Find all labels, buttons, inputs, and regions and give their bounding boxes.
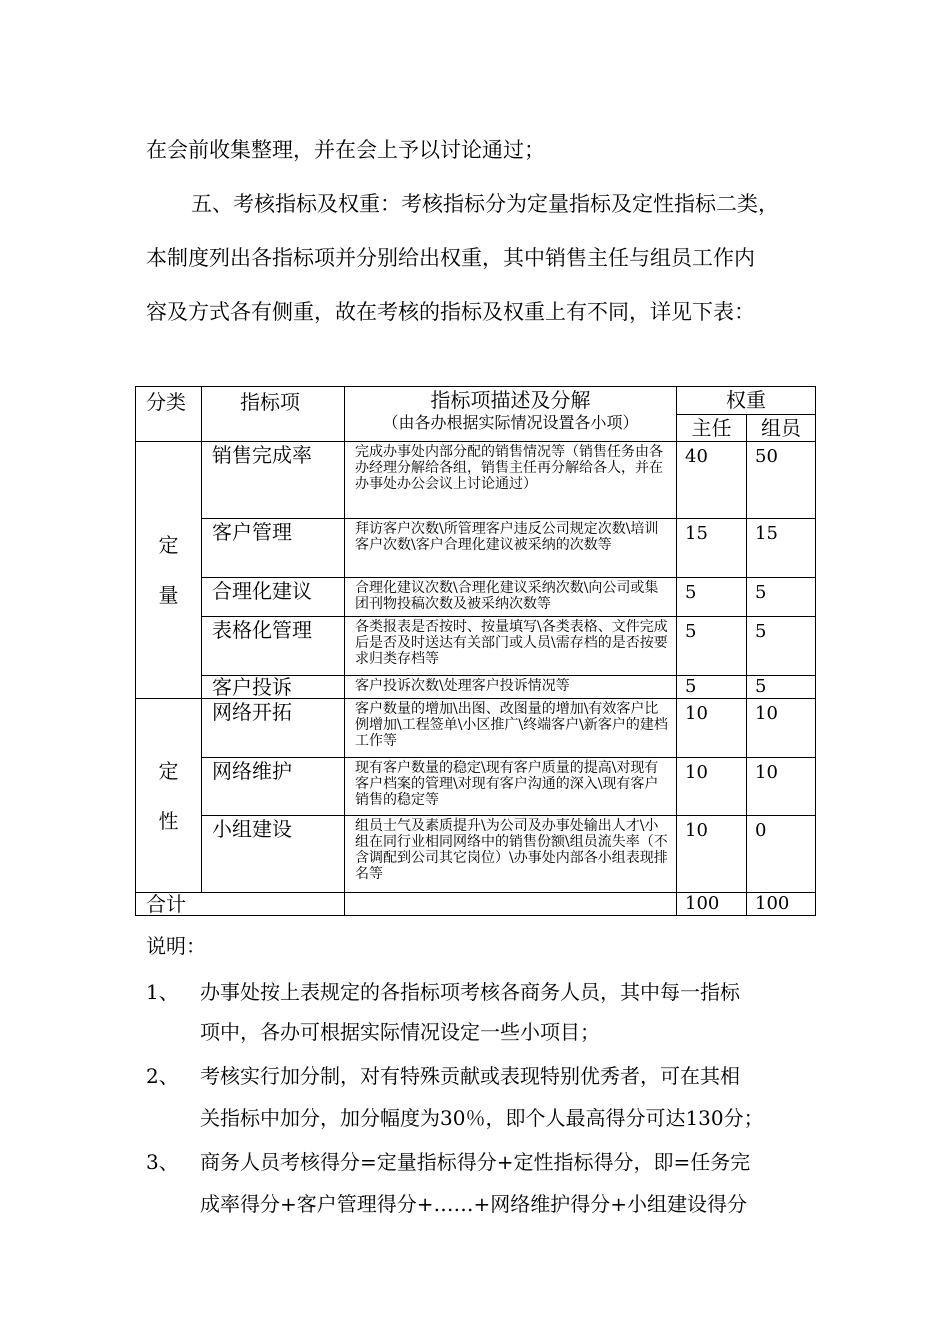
weight-supervisor: 5 bbox=[677, 617, 747, 676]
table-row bbox=[136, 578, 816, 617]
header-desc-title: 指标项描述及分解 bbox=[430, 388, 591, 412]
item-name: 合理化建议 bbox=[202, 578, 345, 617]
item-name: 网络维护 bbox=[202, 758, 345, 816]
weight-supervisor: 10 bbox=[677, 758, 747, 816]
total-description-empty bbox=[345, 893, 677, 916]
note-line: 成率得分+客户管理得分+……+网络维护得分+小组建设得分 bbox=[200, 1192, 748, 1216]
note-line: 办事处按上表规定的各指标项考核各商务人员，其中每一指标 bbox=[200, 980, 740, 1004]
header-category: 分类 bbox=[136, 387, 202, 442]
weight-member: 50 bbox=[747, 442, 816, 519]
category-char: 定 bbox=[158, 758, 179, 783]
weight-member: 0 bbox=[747, 816, 816, 893]
item-description: 现有客户数量的稳定\现有客户质量的提高\对现有客户档案的管理\对现有客户沟通的深入\现有客户销售的稳定等 bbox=[345, 758, 677, 816]
category-char: 量 bbox=[158, 583, 179, 607]
weight-supervisor: 5 bbox=[677, 676, 747, 699]
note-line: 商务人员考核得分=定量指标得分+定性指标得分，即=任务完 bbox=[200, 1150, 751, 1174]
kpi-weight-table bbox=[135, 386, 816, 916]
table-row bbox=[136, 519, 816, 578]
table-row bbox=[136, 442, 816, 519]
item-name: 小组建设 bbox=[202, 816, 345, 893]
notes-label: 说明： bbox=[146, 934, 206, 958]
intro-line-1: 在会前收集整理，并在会上予以讨论通过； bbox=[146, 138, 545, 162]
weight-supervisor: 10 bbox=[677, 699, 747, 758]
category-char: 性 bbox=[158, 808, 179, 833]
intro-line-2: 五、考核指标及权重：考核指标分为定量指标及定性指标二类， bbox=[191, 192, 779, 216]
header-weight: 权重 bbox=[677, 387, 816, 415]
weight-member: 10 bbox=[747, 699, 816, 758]
item-description: 拜访客户次数\所管理客户违反公司规定次数\培训客户次数\客户合理化建议被采纳的次数等 bbox=[345, 519, 677, 578]
total-row bbox=[136, 893, 816, 916]
item-description: 客户数量的增加\出图、改图量的增加\有效客户比例增加\工程签单\小区推广\终端客户\新客户的建档工作等 bbox=[345, 699, 677, 758]
weight-supervisor: 40 bbox=[677, 442, 747, 519]
item-description: 各类报表是否按时、按量填写\各类表格、文件完成后是否及时送达有关部门或人员\需存档的是否按要求归类存档等 bbox=[345, 617, 677, 676]
weight-member: 5 bbox=[747, 676, 816, 699]
category-qualitative bbox=[136, 699, 202, 893]
note-number: 1、 bbox=[146, 980, 179, 1004]
note-line: 项中，各办可根据实际情况设定一些小项目； bbox=[200, 1020, 600, 1044]
weight-supervisor: 10 bbox=[677, 816, 747, 893]
header-desc-sub: （由各办根据实际情况设置各小项） bbox=[382, 413, 639, 432]
note-line: 考核实行加分制，对有特殊贡献或表现特别优秀者，可在其相 bbox=[200, 1064, 740, 1088]
category-quantitative bbox=[136, 442, 202, 699]
total-member: 100 bbox=[747, 893, 816, 916]
item-description: 客户投诉次数\处理客户投诉情况等 bbox=[345, 676, 677, 699]
weight-member: 15 bbox=[747, 519, 816, 578]
item-name: 网络开拓 bbox=[202, 699, 345, 758]
weight-supervisor: 5 bbox=[677, 578, 747, 617]
category-char: 定 bbox=[158, 533, 179, 557]
item-description: 合理化建议次数\合理化建议采纳次数\向公司或集团刊物投稿次数及被采纳次数等 bbox=[345, 578, 677, 617]
note-number: 2、 bbox=[146, 1064, 179, 1088]
weight-member: 5 bbox=[747, 617, 816, 676]
item-name: 客户投诉 bbox=[202, 676, 345, 699]
intro-line-3: 本制度列出各指标项并分别给出权重，其中销售主任与组员工作内 bbox=[146, 246, 755, 270]
header-member: 组员 bbox=[747, 415, 816, 442]
note-number: 3、 bbox=[146, 1150, 179, 1174]
table-row bbox=[136, 699, 816, 758]
weight-member: 5 bbox=[747, 578, 816, 617]
weight-supervisor: 15 bbox=[677, 519, 747, 578]
table-row bbox=[136, 617, 816, 676]
note-line: 关指标中加分，加分幅度为30％，即个人最高得分可达130分； bbox=[200, 1106, 764, 1130]
table-row bbox=[136, 758, 816, 816]
total-label: 合计 bbox=[136, 893, 345, 916]
item-name: 销售完成率 bbox=[202, 442, 345, 519]
table-row bbox=[136, 676, 816, 699]
item-name: 表格化管理 bbox=[202, 617, 345, 676]
intro-line-4: 容及方式各有侧重，故在考核的指标及权重上有不同，详见下表： bbox=[146, 300, 755, 324]
total-supervisor: 100 bbox=[677, 893, 747, 916]
item-description: 组员士气及素质提升\为公司及办事处输出人才\小组在同行业相同网络中的销售份额\组员流失率（不含调配到公司其它岗位）\办事处内部各小组表现排名等 bbox=[345, 816, 677, 893]
weight-member: 10 bbox=[747, 758, 816, 816]
header-supervisor: 主任 bbox=[677, 415, 747, 442]
header-item: 指标项 bbox=[202, 387, 345, 442]
item-description: 完成办事处内部分配的销售情况等（销售任务由各办经理分解给各组，销售主任再分解给各人，并在办事处办公会议上讨论通过） bbox=[345, 442, 677, 519]
header-description bbox=[345, 387, 677, 442]
item-name: 客户管理 bbox=[202, 519, 345, 578]
table-row bbox=[136, 816, 816, 893]
